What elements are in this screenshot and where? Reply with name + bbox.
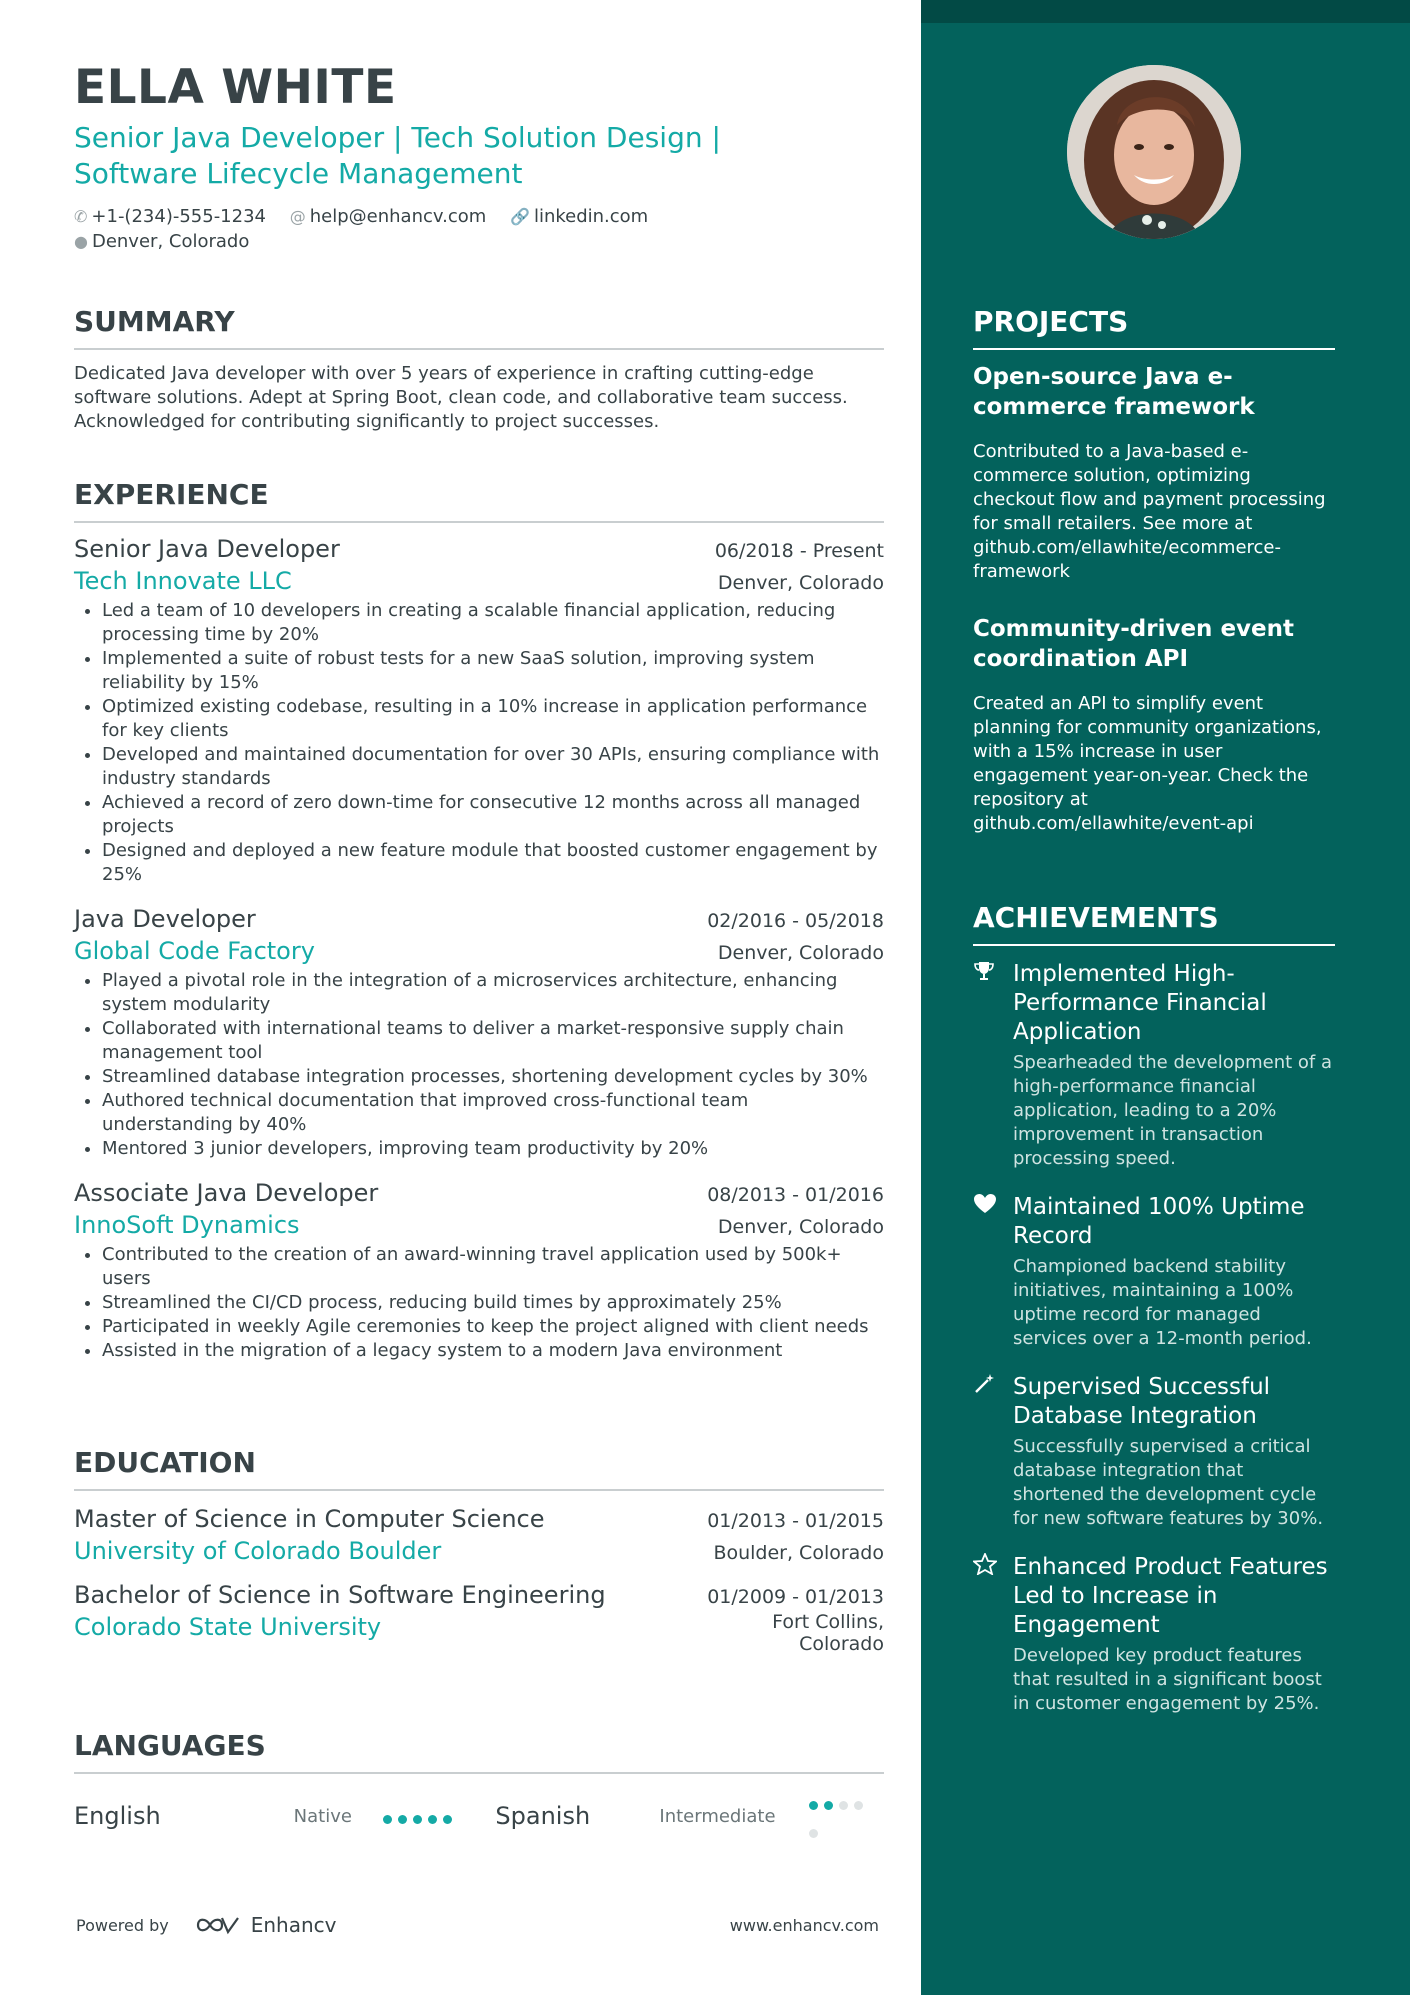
bullet: • Assisted in the migration of a legacy system to a modern Java environment	[102, 1339, 884, 1363]
summary-title: SUMMARY	[74, 304, 884, 350]
level-dot-filled	[809, 1801, 818, 1810]
education-entry	[74, 1503, 884, 1567]
project-title: Community-driven event coordination API	[973, 616, 1295, 672]
language-dots	[383, 1802, 495, 1830]
profile-photo	[1067, 65, 1241, 239]
education-dates: 01/2013 - 01/2015	[707, 1510, 884, 1532]
tagline-line-2: Software Lifecycle Management	[74, 157, 523, 190]
achievements-title: ACHIEVEMENTS	[973, 900, 1335, 946]
level-dot-filled	[413, 1815, 422, 1824]
linkedin-text: linkedin.com	[533, 206, 649, 227]
achievements-section	[973, 900, 1335, 1716]
location	[74, 231, 249, 252]
powered-by-label: Powered by	[76, 1915, 169, 1935]
level-dot-empty	[854, 1801, 863, 1810]
level-dot-filled	[428, 1815, 437, 1824]
education-location: Boulder, Colorado	[713, 1542, 884, 1564]
job-title: Associate Java Developer	[74, 1179, 379, 1207]
enhancv-logo[interactable]	[195, 1913, 337, 1937]
job-dates: 02/2016 - 05/2018	[707, 910, 884, 932]
achievement-entry	[973, 960, 1335, 1171]
phone-icon: ✆	[74, 207, 88, 226]
brand-text: Enhancv	[250, 1913, 337, 1937]
bullet: • Streamlined database integration processes, shortening development cycles by 30%	[102, 1065, 884, 1089]
phone[interactable]	[74, 206, 266, 227]
achievement-title: Implemented High-Performance Financial Application	[1013, 961, 1267, 1045]
summary-section	[74, 304, 884, 434]
tagline	[74, 120, 884, 192]
level-dot-filled	[824, 1801, 833, 1810]
job-entry	[74, 903, 884, 1161]
job-location: Denver, Colorado	[717, 942, 884, 964]
location-pin-icon: ●	[74, 232, 88, 251]
header	[74, 60, 884, 254]
bullet: • Developed and maintained documentation for over 30 APIs, ensuring compliance with industry standards	[102, 743, 884, 791]
level-dot-filled	[443, 1815, 452, 1824]
level-dot-filled	[398, 1815, 407, 1824]
achievement-title: Supervised Successful Database Integration	[1013, 1374, 1271, 1429]
projects-section	[973, 304, 1335, 836]
trophy-icon	[973, 960, 1013, 1171]
achievement-title: Enhanced Product Features Led to Increase in Engagement	[1013, 1554, 1328, 1638]
magic-wand-icon	[973, 1373, 1013, 1531]
footer	[76, 1913, 879, 1937]
tagline-line-1: Senior Java Developer | Tech Solution Design |	[74, 121, 721, 154]
education-dates: 01/2009 - 01/2013	[707, 1586, 884, 1608]
job-title: Senior Java Developer	[74, 535, 340, 563]
project-description: Contributed to a Java-based e-commerce solution, optimizing checkout flow and payment processing for small retailers. See more at github.com/ellawhite/ecommerce-framework	[973, 441, 1326, 582]
job-dates: 08/2013 - 01/2016	[707, 1184, 884, 1206]
experience-title: EXPERIENCE	[74, 477, 884, 523]
education-section	[74, 1445, 884, 1655]
school: University of Colorado Boulder	[74, 1537, 442, 1565]
job-location: Denver, Colorado	[717, 1216, 884, 1238]
bullet: • Implemented a suite of robust tests for a new SaaS solution, improving system reliability by 15%	[102, 647, 884, 695]
job-location: Denver, Colorado	[717, 572, 884, 594]
education-entry	[74, 1579, 884, 1655]
email[interactable]	[290, 206, 487, 227]
job-dates: 06/2018 - Present	[714, 540, 884, 562]
language-name: English	[74, 1802, 161, 1830]
job-entry	[74, 533, 884, 887]
language-level: Native	[293, 1805, 352, 1827]
bullet: • Contributed to the creation of an award-winning travel application used by 500k+ users	[102, 1243, 884, 1291]
level-dot-empty	[839, 1801, 848, 1810]
bullet: • Played a pivotal role in the integration of a microservices architecture, enhancing system modularity	[102, 969, 884, 1017]
bullet: • Achieved a record of zero down-time for consecutive 12 months across all managed projects	[102, 791, 884, 839]
level-dot-empty	[809, 1829, 818, 1838]
job-title: Java Developer	[74, 905, 256, 933]
achievement-description: Developed key product features that resulted in a significant boost in customer engagement by 25%.	[1013, 1645, 1322, 1714]
email-text: help@enhancv.com	[309, 206, 487, 227]
bullet: • Designed and deployed a new feature module that boosted customer engagement by 25%	[102, 839, 884, 887]
candidate-name: ELLA WHITE	[74, 60, 397, 115]
bullet: • Streamlined the CI/CD process, reducing build times by approximately 25%	[102, 1291, 884, 1315]
school: Colorado State University	[74, 1613, 382, 1641]
enhancv-logo-icon	[195, 1914, 241, 1936]
achievement-title: Maintained 100% Uptime Record	[1013, 1194, 1305, 1249]
star-icon	[973, 1553, 1013, 1716]
linkedin-link[interactable]	[510, 206, 648, 227]
bullet: • Optimized existing codebase, resulting in a 10% increase in application performance for key clients	[102, 695, 884, 743]
bullet: • Participated in weekly Agile ceremonies to keep the project aligned with client needs	[102, 1315, 884, 1339]
at-icon: @	[289, 207, 306, 226]
job-bullets	[74, 1243, 884, 1363]
language-dots	[809, 1788, 884, 1844]
languages-row	[74, 1788, 884, 1844]
bullet: • Collaborated with international teams to deliver a market-responsive supply chain management tool	[102, 1017, 884, 1065]
experience-section	[74, 477, 884, 1363]
achievement-description: Spearheaded the development of a high-performance financial application, leading to a 20% improvement in transaction processing speed.	[1013, 1052, 1333, 1169]
education-location	[772, 1611, 884, 1655]
location-line-1: Fort Collins,	[772, 1611, 884, 1633]
education-title: EDUCATION	[74, 1445, 884, 1491]
achievement-entry	[973, 1553, 1335, 1716]
job-entry	[74, 1177, 884, 1363]
languages-section	[74, 1728, 884, 1844]
job-company: InnoSoft Dynamics	[74, 1211, 300, 1239]
bullet: • Authored technical documentation that improved cross-functional team understanding by 40%	[102, 1089, 884, 1137]
project-entry	[973, 362, 1335, 584]
footer-url[interactable]: www.enhancv.com	[729, 1915, 879, 1935]
projects-title: PROJECTS	[973, 304, 1335, 350]
job-bullets	[74, 599, 884, 887]
achievement-description: Championed backend stability initiatives, maintaining a 100% uptime record for managed services over a 12-month period.	[1013, 1256, 1312, 1349]
job-company: Global Code Factory	[74, 937, 315, 965]
project-entry	[973, 614, 1335, 836]
contact-info	[74, 204, 884, 254]
bullet: • Led a team of 10 developers in creating a scalable financial application, reducing processing time by 20%	[102, 599, 884, 647]
location-text: Denver, Colorado	[91, 231, 250, 252]
language-name: Spanish	[495, 1802, 591, 1830]
degree: Master of Science in Computer Science	[74, 1505, 545, 1533]
achievement-entry	[973, 1373, 1335, 1531]
project-description: Created an API to simplify event planning for community organizations, with a 15% increase in user engagement year-on-year. Check the repository at github.com/ellawhite/event-api	[973, 693, 1322, 834]
summary-text: Dedicated Java developer with over 5 years of experience in crafting cutting-edge software solutions. Adept at Spring Boot, clean code, and collaborative team success. Acknowledged for contributing significantly to project successes.	[74, 363, 848, 432]
project-title: Open-source Java e-commerce framework	[973, 364, 1255, 420]
languages-title: LANGUAGES	[74, 1728, 884, 1774]
achievement-description: Successfully supervised a critical database integration that shortened the development cycle for new software features by 30%.	[1013, 1436, 1324, 1529]
heart-icon	[973, 1193, 1013, 1351]
degree: Bachelor of Science in Software Engineering	[74, 1581, 606, 1609]
link-icon: 🔗	[510, 207, 530, 226]
sidebar	[921, 0, 1410, 1995]
profile-photo-image	[1067, 65, 1241, 239]
location-line-2: Colorado	[799, 1633, 884, 1655]
job-bullets	[74, 969, 884, 1161]
achievement-entry	[973, 1193, 1335, 1351]
bullet: • Mentored 3 junior developers, improving team productivity by 20%	[102, 1137, 884, 1161]
sidebar-top-bar	[921, 0, 1410, 23]
job-company: Tech Innovate LLC	[74, 567, 292, 595]
level-dot-filled	[383, 1815, 392, 1824]
phone-text: +1-(234)-555-1234	[91, 206, 266, 227]
language-level: Intermediate	[659, 1805, 776, 1827]
